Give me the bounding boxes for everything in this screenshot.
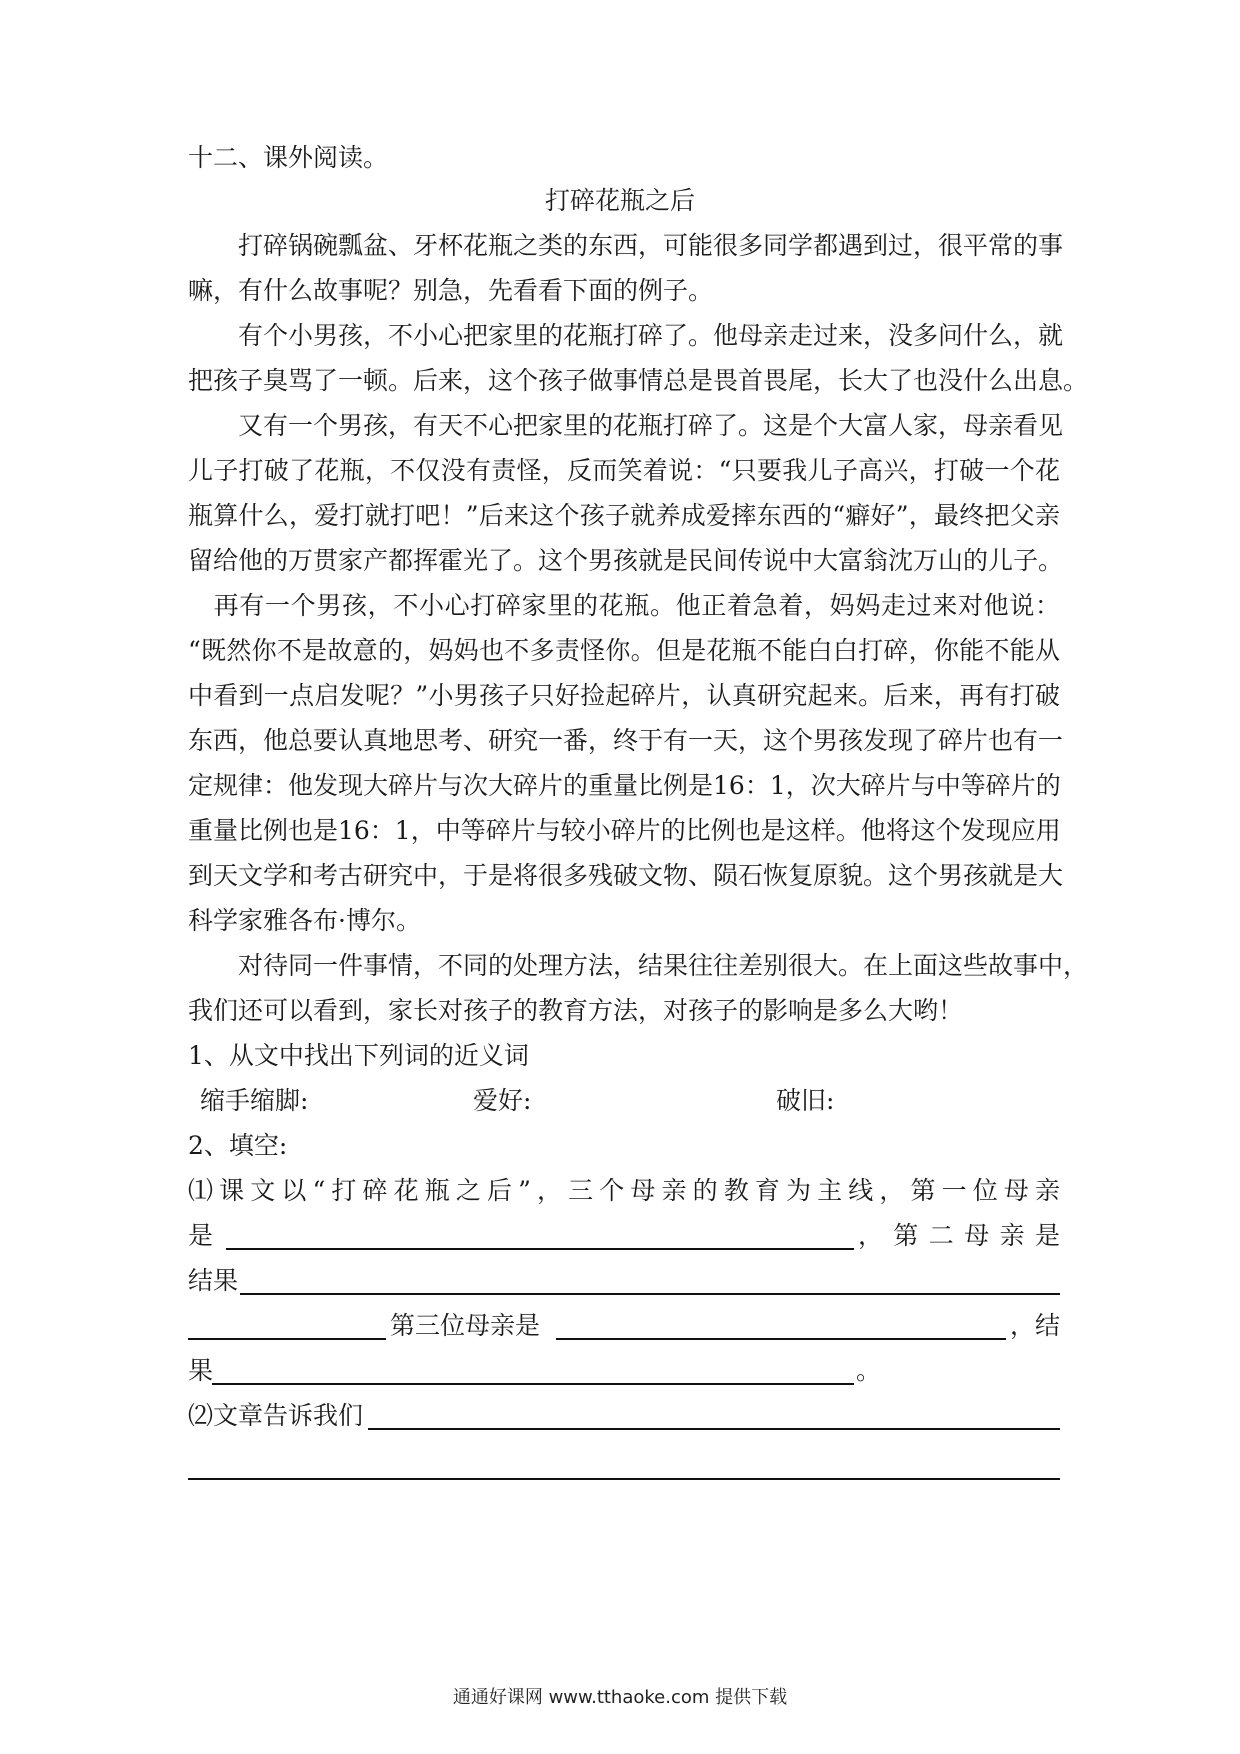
answer-line-lesson[interactable] bbox=[368, 1428, 1060, 1430]
paragraph-4-line-6: 重量比例也是16：1，中等碎片与较小碎片的比例也是这样。他将这个发现应用 bbox=[188, 816, 1061, 845]
question-2-item-1-line-1: ⑴课文以“打碎花瓶之后”，三个母亲的教育为主线，第一位母亲 bbox=[188, 1176, 1060, 1205]
section-heading: 十二、课外阅读。 bbox=[188, 143, 389, 172]
synonym-word-2: 爱好: bbox=[473, 1086, 532, 1115]
paragraph-4-line-3: 中看到一点启发呢？”小男孩子只好捡起碎片，认真研究起来。后来，再有打破 bbox=[188, 681, 1060, 710]
paragraph-1-line-2: 嘛，有什么故事呢？别急，先看看下面的例子。 bbox=[188, 276, 714, 305]
paragraph-3-line-4: 留给他的万贯家产都挥霍光了。这个男孩就是民间传说中大富翁沈万山的儿子。 bbox=[188, 546, 1064, 575]
paragraph-3-line-1: 又有一个男孩，有天不心把家里的花瓶打碎了。这是个大富人家，母亲看见 bbox=[188, 411, 1064, 440]
footer-source: 通通好课网 www.tthaoke.com 提供下载 bbox=[452, 1687, 788, 1708]
paragraph-3-line-3: 瓶算什么，爱打就打吧！”后来这个孩子就养成爱摔东西的“癖好”，最终把父亲 bbox=[188, 501, 1060, 530]
question-2-prompt: 2、填空: bbox=[188, 1131, 288, 1160]
paragraph-2-line-2: 把孩子臭骂了一顿。后来，这个孩子做事情总是畏首畏尾，长大了也没什么出息。 bbox=[188, 366, 1089, 395]
q2-item1-end: 。 bbox=[856, 1356, 882, 1385]
q2-item1-second: ，第二母亲是 bbox=[858, 1221, 1060, 1250]
q2-item1-guo: 果 bbox=[188, 1356, 214, 1385]
answer-line-first-result[interactable] bbox=[240, 1293, 1060, 1295]
answer-line-first-result-cont[interactable] bbox=[188, 1338, 386, 1340]
q2-item1-shi: 是 bbox=[188, 1221, 214, 1250]
paragraph-3-line-2: 儿子打破了花瓶，不仅没有责怪，反而笑着说：“只要我儿子高兴，打破一个花 bbox=[188, 456, 1060, 485]
answer-line-third-mother[interactable] bbox=[556, 1338, 1006, 1340]
paragraph-1-line-1: 打碎锅碗瓢盆、牙杯花瓶之类的东西，可能很多同学都遇到过，很平常的事 bbox=[188, 231, 1064, 260]
paragraph-4-line-2: “既然你不是故意的，妈妈也不多责怪你。但是花瓶不能白白打碎，你能不能从 bbox=[188, 636, 1060, 665]
answer-line-lesson-cont[interactable] bbox=[188, 1478, 1060, 1480]
story-title: 打碎花瓶之后 bbox=[544, 186, 695, 215]
paragraph-4-line-4: 东西，他总要认真地思考、研究一番，终于有一天，这个男孩发现了碎片也有一 bbox=[188, 726, 1064, 755]
paragraph-4-line-5: 定规律：他发现大碎片与次大碎片的重量比例是16：1，次大碎片与中等碎片的 bbox=[188, 771, 1061, 800]
question-2-item-2: ⑵文章告诉我们 bbox=[188, 1401, 364, 1430]
question-1-prompt: 1、从文中找出下列词的近义词 bbox=[188, 1041, 529, 1070]
q2-item1-third: 第三位母亲是 bbox=[390, 1311, 541, 1340]
paragraph-5-line-1: 对待同一件事情，不同的处理方法，结果往往差别很大。在上面这些故事中， bbox=[188, 951, 1089, 980]
paragraph-5-line-2: 我们还可以看到，家长对孩子的教育方法，对孩子的影响是多么大哟！ bbox=[188, 996, 964, 1025]
synonym-word-1: 缩手缩脚: bbox=[200, 1086, 309, 1115]
answer-line-first-mother[interactable] bbox=[226, 1248, 854, 1250]
answer-line-third-result[interactable] bbox=[212, 1383, 854, 1385]
paragraph-4-line-1: 再有一个男孩，不小心打碎家里的花瓶。他正着急着，妈妈走过来对他说： bbox=[188, 591, 1060, 620]
paragraph-2-line-1: 有个小男孩，不小心把家里的花瓶打碎了。他母亲走过来，没多问什么，就 bbox=[188, 321, 1064, 350]
q2-item1-jie: ，结 bbox=[1010, 1311, 1061, 1340]
paragraph-4-line-7: 到天文学和考古研究中，于是将很多残破文物、陨石恢复原貌。这个男孩就是大 bbox=[188, 861, 1064, 890]
q2-item1-result: 结果 bbox=[188, 1266, 239, 1295]
synonym-word-3: 破旧: bbox=[776, 1086, 835, 1115]
paragraph-4-line-8: 科学家雅各布·博尔。 bbox=[188, 906, 421, 935]
